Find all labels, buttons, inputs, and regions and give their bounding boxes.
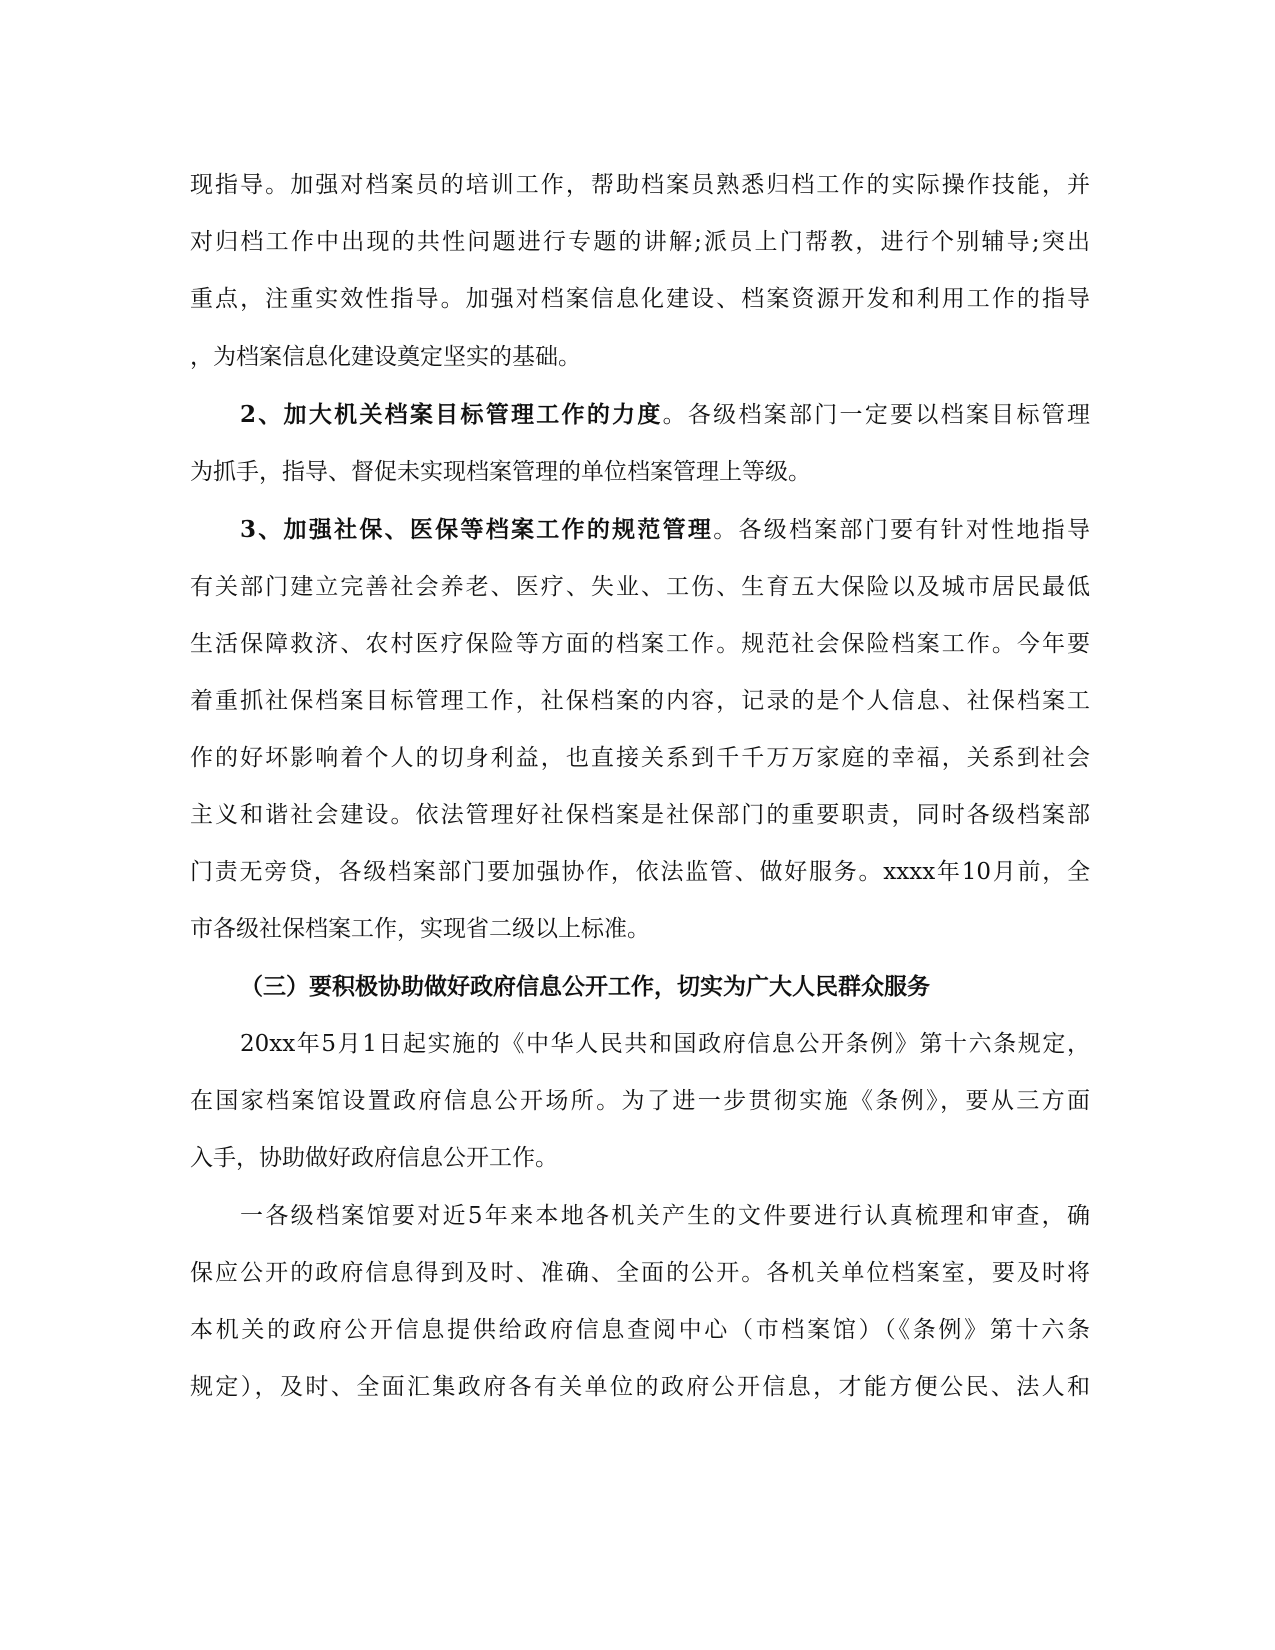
paragraph-line: 着重抓社保档案目标管理工作，社保档案的内容，记录的是个人信息、社保档案工 [190,688,1090,714]
paragraph-line: 20xx年5月1日起实施的《中华人民共和国政府信息公开条例》第十六条规定， [240,1031,1090,1057]
item-3-text: 。各级档案部门要有针对性地指导 [713,517,1090,543]
section-heading: （三）要积极协助做好政府信息公开工作，切实为广大人民群众服务 [240,973,930,1000]
paragraph-line: 保应公开的政府信息得到及时、准确、全面的公开。各机关单位档案室，要及时将 [190,1260,1090,1286]
paragraph-line: 入手，协助做好政府信息公开工作。 [190,1145,558,1171]
item-2-text: 。各级档案部门一定要以档案目标管理 [662,402,1090,428]
paragraph-line: 对归档工作中出现的共性问题进行专题的讲解;派员上门帮教，进行个别辅导;突出 [190,229,1090,255]
paragraph-line: 现指导。加强对档案员的培训工作，帮助档案员熟悉归档工作的实际操作技能，并 [190,172,1090,198]
paragraph-line: 主义和谐社会建设。依法管理好社保档案是社保部门的重要职责，同时各级档案部 [190,802,1090,828]
paragraph-line: 重点，注重实效性指导。加强对档案信息化建设、档案资源开发和利用工作的指导 [190,286,1090,312]
paragraph-line: 为抓手，指导、督促未实现档案管理的单位档案管理上等级。 [190,459,811,485]
paragraph-line: 在国家档案馆设置政府信息公开场所。为了进一步贯彻实施《条例》，要从三方面 [190,1088,1090,1114]
item-3-line [240,500,1090,560]
paragraph-line: 本机关的政府公开信息提供给政府信息查阅中心（市档案馆）（《条例》第十六条 [190,1317,1090,1343]
paragraph-line: 规定），及时、全面汇集政府各有关单位的政府公开信息，才能方便公民、法人和 [190,1374,1090,1400]
item-3-heading: 3、加强社保、医保等档案工作的规范管理 [240,516,714,543]
paragraph-line: 门责无旁贷，各级档案部门要加强协作，依法监管、做好服务。xxxx年10月前，全 [190,859,1090,885]
paragraph-line: 市各级社保档案工作，实现省二级以上标准。 [190,916,650,942]
item-2-heading: 2、加大机关档案目标管理工作的力度 [240,401,663,428]
paragraph-line: ，为档案信息化建设奠定坚实的基础。 [190,344,581,370]
item-2-line [240,385,1090,445]
paragraph-line: 一各级档案馆要对近5年来本地各机关产生的文件要进行认真梳理和审查，确 [240,1203,1090,1229]
paragraph-line: 生活保障救济、农村医疗保险等方面的档案工作。规范社会保险档案工作。今年要 [190,631,1090,657]
paragraph-line: 有关部门建立完善社会养老、医疗、失业、工伤、生育五大保险以及城市居民最低 [190,574,1090,600]
paragraph-line: 作的好坏影响着个人的切身利益，也直接关系到千千万万家庭的幸福，关系到社会 [190,745,1090,771]
